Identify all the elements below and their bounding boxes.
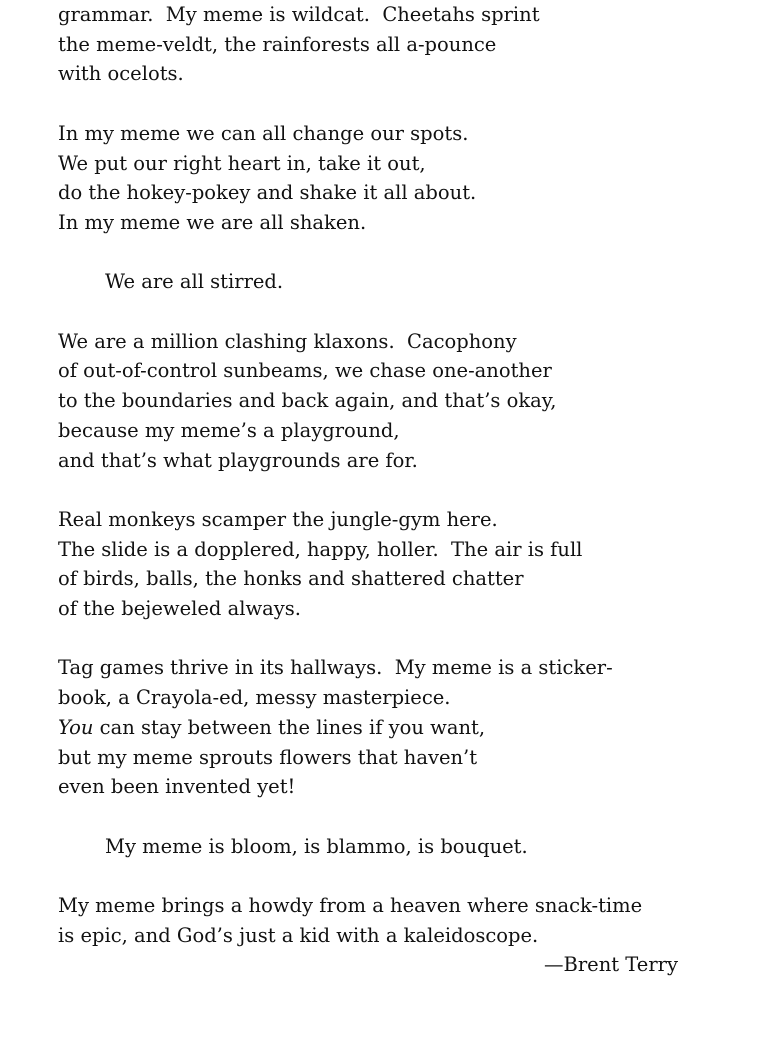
poem-line-indented: We are all stirred. xyxy=(105,270,284,294)
stanza-6 xyxy=(58,653,748,802)
poem-line: In my meme we are all shaken. xyxy=(58,210,367,234)
poem-line: with ocelots. xyxy=(58,62,184,86)
poem-line-rest: can stay between the lines if you want, xyxy=(93,715,486,739)
stanza-8 xyxy=(58,891,748,950)
stanza-3 xyxy=(58,267,748,297)
poem-line: book, a Crayola-ed, messy masterpiece. xyxy=(58,686,451,710)
poem-line: of birds, balls, the honks and shattered chatter xyxy=(58,567,524,591)
poem-line: the meme-veldt, the rainforests all a-pounce xyxy=(58,32,497,56)
italic-word: You xyxy=(58,715,94,739)
stanza-4 xyxy=(58,327,748,476)
poem-line: grammar. My meme is wildcat. Cheetahs sprint xyxy=(58,3,540,26)
poem-line: We are a million clashing klaxons. Cacophony xyxy=(58,329,517,353)
poem-line: of out-of-control sunbeams, we chase one-another xyxy=(58,359,552,383)
poem-line: We put our right heart in, take it out, xyxy=(58,151,426,175)
poem-line: but my meme sprouts flowers that haven’t xyxy=(58,745,478,769)
poem-line-indented: My meme is bloom, is blammo, is bouquet. xyxy=(105,834,528,858)
poem-line: Real monkeys scamper the jungle-gym here. xyxy=(58,507,498,531)
poem-line: In my meme we can all change our spots. xyxy=(58,121,469,145)
poem-line: is epic, and God’s just a kid with a kaleidoscope. xyxy=(58,923,539,947)
stanza-1 xyxy=(58,0,748,89)
stanza-7 xyxy=(58,832,748,862)
poem-line: of the bejeweled always. xyxy=(58,597,301,620)
poem-line: because my meme’s a playground, xyxy=(58,418,400,442)
poem-line-mixed xyxy=(58,713,748,743)
poem-line: and that’s what playgrounds are for. xyxy=(58,448,418,472)
poem-line: to the boundaries and back again, and that’s okay, xyxy=(58,389,557,413)
poem-line: Tag games thrive in its hallways. My meme is a sticker- xyxy=(58,656,613,680)
stanza-5 xyxy=(58,505,748,624)
poem-line: do the hokey-pokey and shake it all about. xyxy=(58,181,477,205)
stanza-2 xyxy=(58,119,748,238)
poem-line: My meme brings a howdy from a heaven where snack-time xyxy=(58,893,643,917)
poem-page xyxy=(58,0,748,980)
author-signature: —Brent Terry xyxy=(544,953,678,977)
poem-line: even been invented yet! xyxy=(58,775,296,799)
poem-line: The slide is a dopplered, happy, holler. The air is full xyxy=(58,537,583,561)
